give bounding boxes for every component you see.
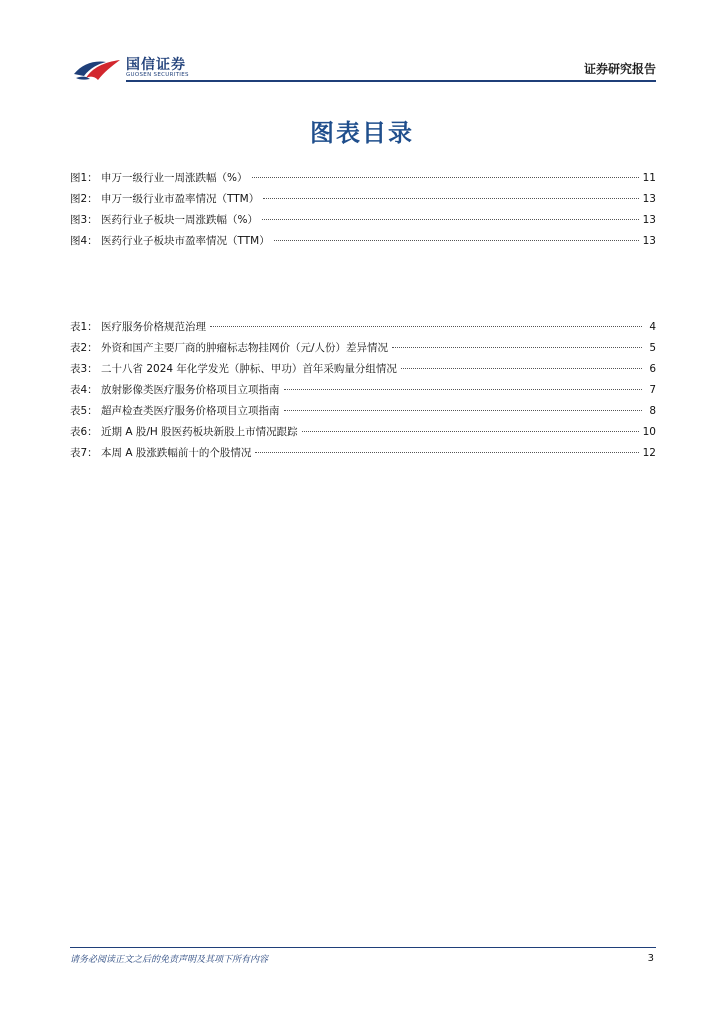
- toc-entry-label: 表7： 本周 A 股涨跌幅前十的个股情况: [70, 447, 252, 459]
- dot-leader: [284, 410, 642, 411]
- toc-entry-page: 5: [649, 342, 656, 354]
- dot-leader: [392, 347, 642, 348]
- toc-entry-page: 6: [649, 363, 656, 375]
- page-header: [70, 50, 656, 84]
- toc-entry-label: 表1： 医疗服务价格规范治理: [70, 321, 207, 333]
- logo-chinese-name: 国信证券: [126, 57, 186, 73]
- table-list: [70, 319, 656, 466]
- page-title: 图表目录: [310, 119, 414, 147]
- toc-entry-page: 8: [649, 405, 656, 417]
- toc-entry-page: 10: [642, 426, 656, 438]
- toc-entry-table-3[interactable]: [70, 361, 656, 382]
- toc-entry-page: 12: [642, 447, 656, 459]
- toc-entry-label: 表5： 超声检查类医疗服务价格项目立项指南: [70, 405, 280, 417]
- toc-entry-page: 13: [642, 193, 656, 205]
- toc-entry-figure-2[interactable]: [70, 191, 656, 212]
- toc-entry-figure-4[interactable]: [70, 233, 656, 254]
- toc-entry-label: 图2： 申万一级行业市盈率情况（TTM）: [70, 193, 260, 205]
- dot-leader: [401, 368, 642, 369]
- figure-list: [70, 170, 656, 254]
- guosen-logo: [70, 50, 210, 84]
- dot-leader: [302, 431, 639, 432]
- footer-divider: [70, 947, 656, 948]
- toc-entry-page: 11: [642, 172, 656, 184]
- toc-entry-figure-1[interactable]: [70, 170, 656, 191]
- toc-entry-table-2[interactable]: [70, 340, 656, 361]
- toc-entry-table-1[interactable]: [70, 319, 656, 340]
- dot-leader: [210, 326, 642, 327]
- dot-leader: [284, 389, 642, 390]
- toc-entry-label: 图3： 医药行业子板块一周涨跌幅（%）: [70, 214, 258, 226]
- header-divider: [126, 80, 656, 82]
- toc-entry-table-7[interactable]: [70, 445, 656, 466]
- toc-entry-table-5[interactable]: [70, 403, 656, 424]
- toc-entry-label: 图1： 申万一级行业一周涨跌幅（%）: [70, 172, 248, 184]
- logo-english-name: GUOSEN SECURITIES: [126, 72, 189, 78]
- dot-leader: [262, 219, 639, 220]
- page-number: 3: [647, 953, 654, 964]
- dot-leader: [274, 240, 639, 241]
- toc-entry-figure-3[interactable]: [70, 212, 656, 233]
- toc-entry-table-6[interactable]: [70, 424, 656, 445]
- guosen-logo-icon: [72, 54, 124, 82]
- toc-entry-label: 表4： 放射影像类医疗服务价格项目立项指南: [70, 384, 280, 396]
- toc-entry-label: 图4： 医药行业子板块市盈率情况（TTM）: [70, 235, 270, 247]
- toc-entry-page: 13: [642, 214, 656, 226]
- report-type-label: 证券研究报告: [583, 62, 656, 76]
- toc-entry-label: 表3： 二十八省 2024 年化学发光（肿标、甲功）首年采购量分组情况: [70, 363, 397, 375]
- toc-entry-page: 7: [649, 384, 656, 396]
- toc-entry-label: 表2： 外资和国产主要厂商的肿瘤标志物挂网价（元/人份）差异情况: [70, 342, 389, 354]
- toc-entry-table-4[interactable]: [70, 382, 656, 403]
- dot-leader: [263, 198, 638, 199]
- dot-leader: [255, 452, 638, 453]
- toc-entry-page: 4: [649, 321, 656, 333]
- toc-entry-label: 表6： 近期 A 股/H 股医药板块新股上市情况跟踪: [70, 426, 298, 438]
- disclaimer-text: 请务必阅读正文之后的免责声明及其项下所有内容: [70, 955, 269, 965]
- toc-entry-page: 13: [642, 235, 656, 247]
- dot-leader: [252, 177, 639, 178]
